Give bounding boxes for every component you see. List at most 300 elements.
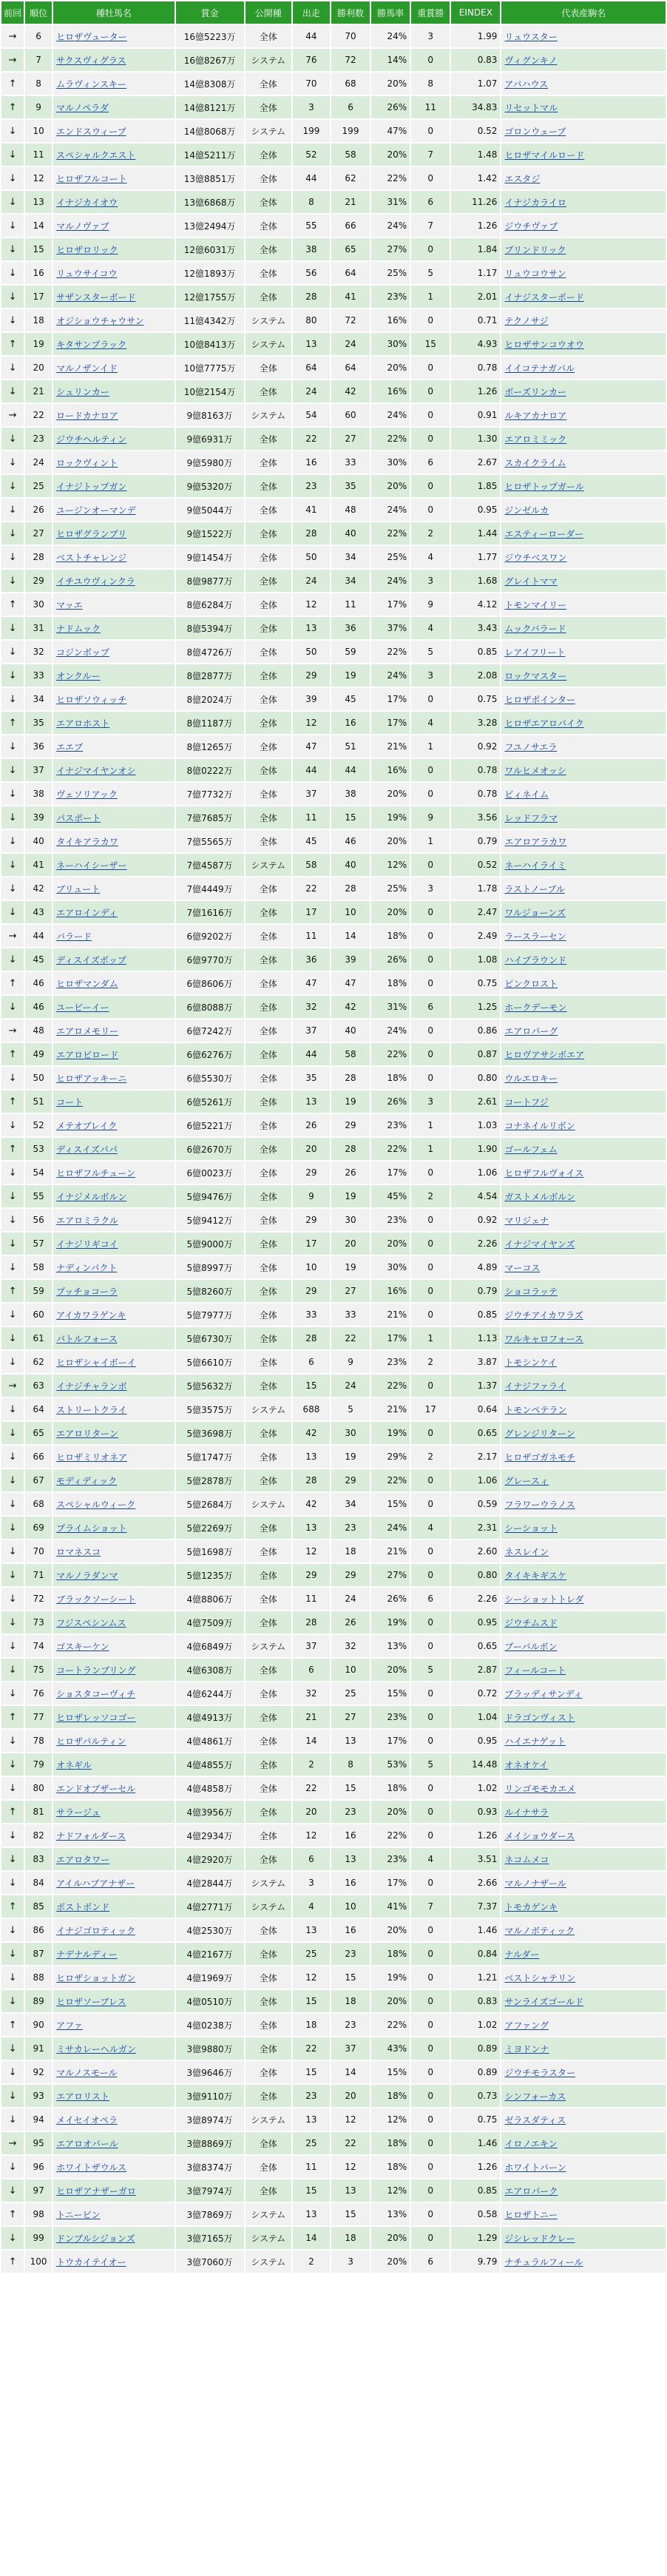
starts-cell: 12 (293, 1540, 330, 1562)
sire-name-link[interactable]: シュリンカー (53, 380, 174, 402)
representative-link[interactable]: ヴィグンキノ (501, 49, 666, 71)
representative-link[interactable]: ゴロンウェーブ (501, 120, 666, 142)
representative-link[interactable]: シーショットトレダ (501, 1588, 666, 1610)
representative-link[interactable]: ワルキャロフォース (501, 1327, 666, 1349)
representative-link[interactable]: グレンジリターン (501, 1422, 666, 1444)
representative-link[interactable]: ヒロヴアサシボエア (501, 1043, 666, 1065)
sire-name-link[interactable]: オジショウチャウサン (53, 309, 174, 331)
sire-name-link[interactable]: ゴスキーケン (53, 1635, 174, 1657)
representative-link[interactable]: ヒロザトップガール (501, 475, 666, 497)
rank-cell: 22 (25, 404, 52, 426)
representative-link[interactable]: コートフジ (501, 1090, 666, 1113)
sire-name-link[interactable]: ヒロザマンダム (53, 972, 174, 994)
sire-name-link[interactable]: メイセイオペラ (53, 2108, 174, 2131)
representative-link[interactable]: ヒロザトニー (501, 2203, 666, 2225)
representative-link[interactable]: ナチュラルフィール (501, 2250, 666, 2273)
sire-name-link[interactable]: コート (53, 1090, 174, 1113)
table-row (1, 1801, 666, 1823)
kind-cell: 全体 (246, 357, 291, 379)
starts-cell: 2 (293, 1753, 330, 1776)
ei-index-cell: 2.31 (451, 1517, 500, 1539)
sire-name-link[interactable]: イナジチャランボ (53, 1375, 174, 1397)
wins-cell: 20 (331, 2085, 370, 2107)
starts-cell: 50 (293, 641, 330, 663)
representative-link[interactable]: トモカゲンキ (501, 1895, 666, 1918)
sire-name-link[interactable]: スペシャルウィーク (53, 1493, 174, 1515)
graded-wins-cell: 3 (411, 1090, 450, 1113)
sire-name-link[interactable]: バラード (53, 925, 174, 947)
rank-cell: 68 (25, 1493, 52, 1515)
sire-name-link[interactable]: マルノヴァブ (53, 215, 174, 237)
representative-link[interactable]: メイショウダース (501, 1824, 666, 1847)
sire-name-link[interactable]: フジスペシンムス (53, 1611, 174, 1633)
representative-link[interactable]: ジウチベスワン (501, 546, 666, 568)
representative-link[interactable]: ネーハイライミ (501, 854, 666, 876)
representative-link[interactable]: アファング (501, 2014, 666, 2036)
representative-link[interactable]: スカイクライム (501, 451, 666, 473)
rank-cell: 9 (25, 96, 52, 118)
sire-name-link[interactable]: エアロリスト (53, 2085, 174, 2107)
representative-link[interactable]: ボーズリンカー (501, 380, 666, 402)
representative-link[interactable]: グレースィ (501, 1469, 666, 1491)
kind-cell: 全体 (246, 925, 291, 947)
prize-cell: 5億9412万 (176, 1209, 244, 1231)
win-rate-cell: 17% (371, 593, 410, 616)
wins-cell: 5 (331, 1398, 370, 1420)
sire-name-link[interactable]: エアロホスト (53, 712, 174, 734)
graded-wins-cell: 6 (411, 996, 450, 1018)
representative-link[interactable]: テクノサジ (501, 309, 666, 331)
sire-name-link[interactable]: ネーハイシーザー (53, 854, 174, 876)
representative-link[interactable]: ブーバルボン (501, 1635, 666, 1657)
wins-cell: 32 (331, 1635, 370, 1657)
kind-cell: システム (246, 1895, 291, 1918)
representative-link[interactable]: リンゴモモカエメ (501, 1777, 666, 1799)
ei-index-cell: 1.99 (451, 25, 500, 47)
sire-name-link[interactable]: タイキアラカワ (53, 830, 174, 852)
prize-cell: 9億6931万 (176, 428, 244, 450)
graded-wins-cell: 9 (411, 806, 450, 829)
representative-link[interactable]: エアロバーグ (501, 1019, 666, 1042)
header-graded-wins[interactable]: 重賞勝 (411, 1, 450, 24)
rank-cell: 46 (25, 996, 52, 1018)
ei-index-cell: 2.60 (451, 1540, 500, 1562)
representative-link[interactable]: エスタジ (501, 167, 666, 189)
sire-name-link[interactable]: イナジカイオウ (53, 191, 174, 213)
wins-cell: 21 (331, 191, 370, 213)
win-rate-cell: 27% (371, 1564, 410, 1586)
sire-name-link[interactable]: プライムショット (53, 1517, 174, 1539)
representative-link[interactable]: エスティーローダー (501, 522, 666, 544)
representative-link[interactable]: ミヨドンナ (501, 2037, 666, 2060)
sire-name-link[interactable]: マッエ (53, 593, 174, 616)
representative-link[interactable]: マルノナザール (501, 1872, 666, 1894)
representative-link[interactable]: ジンゼルカ (501, 499, 666, 521)
rank-cell: 85 (25, 1895, 52, 1918)
representative-link[interactable]: エアロパーク (501, 2179, 666, 2202)
representative-link[interactable]: イナジマイヤンズ (501, 1233, 666, 1255)
sire-name-link[interactable]: ストリートクライ (53, 1398, 174, 1420)
representative-link[interactable]: イナジカライロ (501, 191, 666, 213)
graded-wins-cell: 4 (411, 712, 450, 734)
wins-cell: 65 (331, 238, 370, 260)
wins-cell: 40 (331, 522, 370, 544)
sire-name-link[interactable]: マルノペラダ (53, 96, 174, 118)
representative-link[interactable]: オネオケイ (501, 1753, 666, 1776)
representative-link[interactable]: ラースラーセン (501, 925, 666, 947)
representative-link[interactable]: ゼラスダティス (501, 2108, 666, 2131)
sire-name-link[interactable]: エンドオブザーセル (53, 1777, 174, 1799)
representative-link[interactable]: レアイフリート (501, 641, 666, 663)
sire-name-link[interactable]: ユービーイー (53, 996, 174, 1018)
sire-name-link[interactable]: トニービン (53, 2203, 174, 2225)
sire-name-link[interactable]: ディスイズパパ (53, 1138, 174, 1160)
kind-cell: 全体 (246, 1138, 291, 1160)
starts-cell: 12 (293, 1824, 330, 1847)
representative-link[interactable]: ルイナサラ (501, 1801, 666, 1823)
rank-cell: 58 (25, 1256, 52, 1278)
representative-link[interactable]: ガストメルボルン (501, 1185, 666, 1207)
kind-cell: 全体 (246, 735, 291, 758)
sire-name-link[interactable]: プッチョコーラ (53, 1280, 174, 1302)
header-win-rate[interactable]: 勝馬率 (371, 1, 410, 24)
sire-name-link[interactable]: ヒロザグランプリ (53, 522, 174, 544)
win-rate-cell: 25% (371, 262, 410, 284)
sire-name-link[interactable]: イチユウヴィンクラ (53, 570, 174, 592)
sire-name-link[interactable]: ヒロザヴューター (53, 25, 174, 47)
win-rate-cell: 20% (371, 73, 410, 95)
representative-link[interactable]: ヒロザサンコウオウ (501, 333, 666, 355)
sire-name-link[interactable]: ドンブルシジョンズ (53, 2227, 174, 2249)
representative-link[interactable]: リュウスター (501, 25, 666, 47)
sire-name-link[interactable]: メテオブレイク (53, 1114, 174, 1136)
wins-cell: 46 (331, 830, 370, 852)
sire-name-link[interactable]: ヒロザフルコート (53, 167, 174, 189)
rank-cell: 30 (25, 593, 52, 616)
sire-name-link[interactable]: ナドフォルダース (53, 1824, 174, 1847)
sire-name-link[interactable]: イナジリギコイ (53, 1233, 174, 1255)
sire-name-link[interactable]: コジンボップ (53, 641, 174, 663)
rank-cell: 50 (25, 1067, 52, 1089)
header-prize[interactable]: 賞金 (176, 1, 244, 24)
representative-link[interactable]: ネスレイン (501, 1540, 666, 1562)
wins-cell: 28 (331, 1138, 370, 1160)
prize-cell: 6億5261万 (176, 1090, 244, 1113)
representative-link[interactable]: ビィネイム (501, 783, 666, 805)
wins-cell: 28 (331, 877, 370, 900)
sire-name-link[interactable]: ロマネスコ (53, 1540, 174, 1562)
graded-wins-cell: 0 (411, 2227, 450, 2249)
header-ei-index[interactable]: EINDEX (451, 1, 500, 24)
table-row (1, 1090, 666, 1113)
sire-name-link[interactable]: ヴェソリアック (53, 783, 174, 805)
table-row (1, 1280, 666, 1302)
starts-cell: 23 (293, 2085, 330, 2107)
sire-name-link[interactable]: ヒロザロリック (53, 238, 174, 260)
sire-name-link[interactable]: エアロリターン (53, 1422, 174, 1444)
representative-link[interactable]: ブラッディサンディ (501, 1682, 666, 1705)
sire-name-link[interactable]: ディスイズボップ (53, 948, 174, 971)
representative-link[interactable]: フユノサエラ (501, 735, 666, 758)
sire-name-link[interactable]: エアロタワー (53, 1848, 174, 1870)
kind-cell: 全体 (246, 191, 291, 213)
sire-name-link[interactable]: ヒロザパルティン (53, 1730, 174, 1752)
win-rate-cell: 15% (371, 2061, 410, 2083)
representative-link[interactable]: ネコムメコ (501, 1848, 666, 1870)
sire-name-link[interactable]: エアロビロード (53, 1043, 174, 1065)
representative-link[interactable]: マリジェナ (501, 1209, 666, 1231)
sire-name-link[interactable]: ユージンオーマンデ (53, 499, 174, 521)
win-rate-cell: 23% (371, 1706, 410, 1728)
representative-link[interactable]: ヒロザエアロパイク (501, 712, 666, 734)
representative-link[interactable]: マルノボティック (501, 1919, 666, 1941)
sire-name-link[interactable]: スペシャルクエスト (53, 144, 174, 166)
graded-wins-cell: 3 (411, 25, 450, 47)
representative-link[interactable]: ジウチアイカワラズ (501, 1304, 666, 1326)
sire-name-link[interactable]: アイルハブアナザー (53, 1872, 174, 1894)
sire-name-link[interactable]: モディディック (53, 1469, 174, 1491)
table-row (1, 2250, 666, 2273)
representative-link[interactable]: リュウコウサン (501, 262, 666, 284)
representative-link[interactable]: アバハウス (501, 73, 666, 95)
sire-name-link[interactable]: サザンスターボード (53, 286, 174, 308)
kind-cell: 全体 (246, 238, 291, 260)
prize-cell: 16億8267万 (176, 49, 244, 71)
win-rate-cell: 24% (371, 404, 410, 426)
sire-name-link[interactable]: エアロミラクル (53, 1209, 174, 1231)
representative-link[interactable]: ブリンドリック (501, 238, 666, 260)
sire-name-link[interactable]: ヒロザレッソコゴー (53, 1706, 174, 1728)
sire-name-link[interactable]: イナジメルボルン (53, 1185, 174, 1207)
representative-link[interactable]: ラストノーブル (501, 877, 666, 900)
representative-link[interactable]: ヒロザゴガネモチ (501, 1446, 666, 1468)
rank-change-arrow: ↓ (1, 735, 24, 758)
representative-link[interactable]: ジウチヴァブ (501, 215, 666, 237)
sire-name-link[interactable]: ベストチャレンジ (53, 546, 174, 568)
graded-wins-cell: 2 (411, 1351, 450, 1373)
header-representative[interactable]: 代表産駒名 (501, 1, 666, 24)
sire-name-link[interactable]: マルノザンイド (53, 357, 174, 379)
representative-link[interactable]: フィールコート (501, 1659, 666, 1681)
representative-link[interactable]: ビンクロスト (501, 972, 666, 994)
sire-name-link[interactable]: マルノスモール (53, 2061, 174, 2083)
graded-wins-cell: 0 (411, 925, 450, 947)
representative-link[interactable]: ヒロザポインター (501, 688, 666, 710)
table-row (1, 2014, 666, 2036)
representative-link[interactable]: イイコテナガバル (501, 357, 666, 379)
win-rate-cell: 29% (371, 1446, 410, 1468)
sire-name-link[interactable]: サラージュ (53, 1801, 174, 1823)
representative-link[interactable]: サンライズゴールド (501, 1990, 666, 2012)
representative-link[interactable]: ジウチムスド (501, 1611, 666, 1633)
representative-link[interactable]: イロノエキン (501, 2132, 666, 2154)
representative-link[interactable]: ベストシャテリン (501, 1966, 666, 1989)
header-prev-rank[interactable]: 前回 (1, 1, 24, 24)
rank-change-arrow: ↓ (1, 1635, 24, 1657)
sire-name-link[interactable]: バトルフォース (53, 1327, 174, 1349)
representative-link[interactable]: トモンペテラン (501, 1398, 666, 1420)
prize-cell: 4億2844万 (176, 1872, 244, 1894)
graded-wins-cell: 4 (411, 617, 450, 639)
sire-name-link[interactable]: ブリュート (53, 877, 174, 900)
representative-link[interactable]: マーコス (501, 1256, 666, 1278)
representative-link[interactable]: レッドフラマ (501, 806, 666, 829)
sire-name-link[interactable]: サクスヴィグラス (53, 49, 174, 71)
representative-link[interactable]: ナルダー (501, 1943, 666, 1965)
graded-wins-cell: 0 (411, 1706, 450, 1728)
representative-link[interactable]: ホワイトバーン (501, 2156, 666, 2178)
wins-cell: 10 (331, 1895, 370, 1918)
representative-link[interactable]: フラワーウラノス (501, 1493, 666, 1515)
sire-name-link[interactable]: ジウチヘルティン (53, 428, 174, 450)
rank-cell: 95 (25, 2132, 52, 2154)
representative-link[interactable]: トモシンケイ (501, 1351, 666, 1373)
sire-name-link[interactable]: アファ (53, 2014, 174, 2036)
wins-cell: 19 (331, 1090, 370, 1113)
sire-name-link[interactable]: コートランブリング (53, 1659, 174, 1681)
rank-cell: 8 (25, 73, 52, 95)
table-row (1, 357, 666, 379)
representative-link[interactable]: リセットマル (501, 96, 666, 118)
sire-name-link[interactable]: ショスタコーヴィチ (53, 1682, 174, 1705)
sire-name-link[interactable]: キタサンブラック (53, 333, 174, 355)
representative-link[interactable]: ジシレッドクレー (501, 2227, 666, 2249)
table-row (1, 1067, 666, 1089)
sire-name-link[interactable]: ヒロザソウィッチ (53, 688, 174, 710)
sire-name-link[interactable]: エンドスウィーブ (53, 120, 174, 142)
kind-cell: 全体 (246, 73, 291, 95)
sire-name-link[interactable]: エアロインディ (53, 901, 174, 923)
sire-name-link[interactable]: ブラックソーシート (53, 1588, 174, 1610)
prize-cell: 6億6276万 (176, 1043, 244, 1065)
representative-link[interactable]: シーショット (501, 1517, 666, 1539)
rank-change-arrow: ↓ (1, 1469, 24, 1491)
ei-index-cell: 1.25 (451, 996, 500, 1018)
sire-name-link[interactable]: ヒロザアナザーガロ (53, 2179, 174, 2202)
sire-name-link[interactable]: ボストボンド (53, 1895, 174, 1918)
sire-name-link[interactable]: ヒロザソーブレス (53, 1990, 174, 2012)
header-sire-name[interactable]: 種牡馬名 (53, 1, 174, 24)
sire-name-link[interactable]: ヒロザフルチューン (53, 1161, 174, 1184)
starts-cell: 6 (293, 1848, 330, 1870)
win-rate-cell: 13% (371, 2203, 410, 2225)
win-rate-cell: 16% (371, 1280, 410, 1302)
sire-name-link[interactable]: ホワイトザウルス (53, 2156, 174, 2178)
sire-name-link[interactable]: エエブ (53, 735, 174, 758)
header-wins[interactable]: 勝利数 (331, 1, 370, 24)
representative-link[interactable]: ハイブラウンド (501, 948, 666, 971)
sire-name-link[interactable]: ナデナルディー (53, 1943, 174, 1965)
representative-link[interactable]: ワルジョーンズ (501, 901, 666, 923)
sire-name-link[interactable]: イナジトップガン (53, 475, 174, 497)
starts-cell: 45 (293, 830, 330, 852)
header-starts[interactable]: 出走 (293, 1, 330, 24)
table-row (1, 1753, 666, 1776)
header-rank[interactable]: 順位 (25, 1, 52, 24)
sire-name-link[interactable]: ヒロザアッキーニ (53, 1067, 174, 1089)
sire-name-link[interactable]: エアロオパール (53, 2132, 174, 2154)
sire-name-link[interactable]: パスポート (53, 806, 174, 829)
sire-name-link[interactable]: アイカワラゲンキ (53, 1304, 174, 1326)
rank-change-arrow: → (1, 925, 24, 947)
kind-cell: 全体 (246, 2085, 291, 2107)
representative-link[interactable]: シンフォーカス (501, 2085, 666, 2107)
representative-link[interactable]: ヒロザフルヴォイス (501, 1161, 666, 1184)
ei-index-cell: 0.87 (451, 1043, 500, 1065)
prize-cell: 5億6610万 (176, 1351, 244, 1373)
rank-cell: 33 (25, 664, 52, 687)
representative-link[interactable]: ヒロザマイルロード (501, 144, 666, 166)
win-rate-cell: 18% (371, 1067, 410, 1089)
sire-name-link[interactable]: オンクルー (53, 664, 174, 687)
table-row (1, 1493, 666, 1515)
representative-link[interactable]: タイキキギスケ (501, 1564, 666, 1586)
starts-cell: 29 (293, 1280, 330, 1302)
representative-link[interactable]: ドラゴンヴィスト (501, 1706, 666, 1728)
representative-link[interactable]: ジウチモラスター (501, 2061, 666, 2083)
representative-link[interactable]: ウルエロキー (501, 1067, 666, 1089)
wins-cell: 13 (331, 2179, 370, 2202)
graded-wins-cell: 0 (411, 1540, 450, 1562)
sire-name-link[interactable]: ムラヴィンスキー (53, 73, 174, 95)
sire-name-link[interactable]: エアロメモリー (53, 1019, 174, 1042)
sire-name-link[interactable]: ナディンパクト (53, 1256, 174, 1278)
table-row (1, 1824, 666, 1847)
representative-link[interactable]: ルキアカナロア (501, 404, 666, 426)
sire-name-link[interactable]: トウカイテイオー (53, 2250, 174, 2273)
sire-name-link[interactable]: ナドムック (53, 617, 174, 639)
sire-name-link[interactable]: ヒロザミリオネア (53, 1446, 174, 1468)
representative-link[interactable]: ハイエナゲット (501, 1730, 666, 1752)
representative-link[interactable]: コナネイルリボン (501, 1114, 666, 1136)
rank-change-arrow: ↓ (1, 1611, 24, 1633)
sire-name-link[interactable]: ヒロザショットガン (53, 1966, 174, 1989)
prize-cell: 4億4861万 (176, 1730, 244, 1752)
sire-name-link[interactable]: ロックヴィント (53, 451, 174, 473)
sire-name-link[interactable]: ミサカレーヘルガン (53, 2037, 174, 2060)
representative-link[interactable]: イナジスターボード (501, 286, 666, 308)
sire-name-link[interactable]: イナジゴロティック (53, 1919, 174, 1941)
rank-change-arrow: ↓ (1, 428, 24, 450)
prize-cell: 5億2878万 (176, 1469, 244, 1491)
sire-name-link[interactable]: オネギル (53, 1753, 174, 1776)
starts-cell: 22 (293, 877, 330, 900)
sire-name-link[interactable]: マルノラダンマ (53, 1564, 174, 1586)
sire-name-link[interactable]: リュウサイコウ (53, 262, 174, 284)
representative-link[interactable]: エアロアラカワ (501, 830, 666, 852)
representative-link[interactable]: トモンマイリー (501, 593, 666, 616)
representative-link[interactable]: ショコラッテ (501, 1280, 666, 1302)
prize-cell: 5億5632万 (176, 1375, 244, 1397)
sire-name-link[interactable]: ロードカナロア (53, 404, 174, 426)
representative-link[interactable]: ムックバラード (501, 617, 666, 639)
wins-cell: 51 (331, 735, 370, 758)
representative-link[interactable]: ロックマスター (501, 664, 666, 687)
rank-change-arrow: ↓ (1, 215, 24, 237)
graded-wins-cell: 6 (411, 191, 450, 213)
representative-link[interactable]: イナジファライ (501, 1375, 666, 1397)
table-row (1, 25, 666, 47)
header-kind[interactable]: 公開種 (246, 1, 291, 24)
representative-link[interactable]: グレイトママ (501, 570, 666, 592)
sire-name-link[interactable]: イナジマイヤンオシ (53, 759, 174, 781)
representative-link[interactable]: ゴールフェム (501, 1138, 666, 1160)
representative-link[interactable]: ホークデーモン (501, 996, 666, 1018)
representative-link[interactable]: ワルヒメオッシ (501, 759, 666, 781)
sire-name-link[interactable]: ヒロザシャイボーイ (53, 1351, 174, 1373)
starts-cell: 29 (293, 1209, 330, 1231)
representative-link[interactable]: エアロミミック (501, 428, 666, 450)
